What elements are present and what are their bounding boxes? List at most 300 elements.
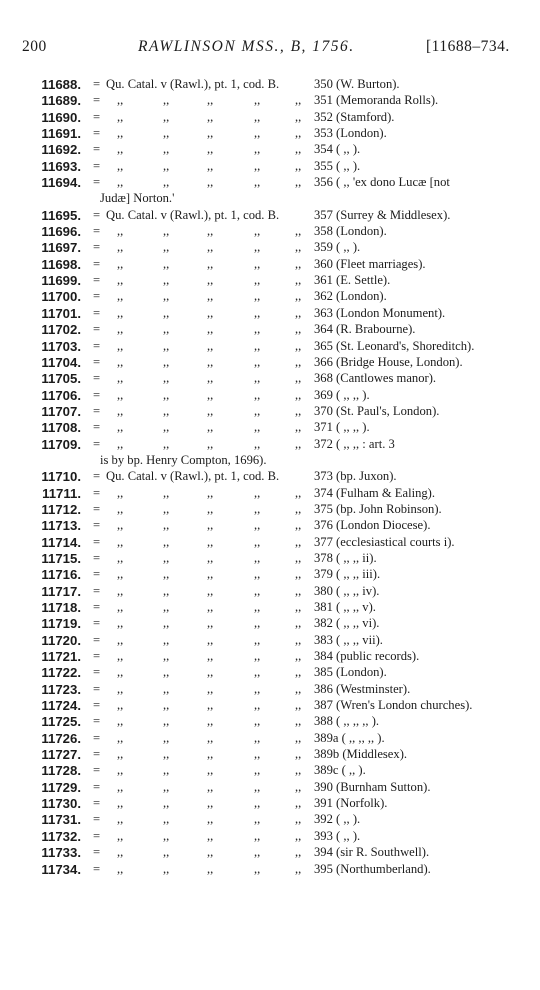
entry-number: 11721.	[41, 649, 81, 665]
entry-number: 11711.	[42, 485, 81, 501]
entry-description: 375 (bp. John Robinson).	[314, 501, 442, 516]
ditto-mark: ,,	[117, 256, 124, 271]
entry-description: 353 (London).	[314, 126, 387, 141]
entry-description: 379 ( ,, ,, iii).	[314, 567, 381, 582]
ditto-mark: ,,	[163, 142, 170, 157]
ditto-marks	[106, 110, 306, 126]
entry-number: 11717.	[41, 583, 81, 599]
ditto-marks	[106, 551, 306, 567]
equals-sign: =	[93, 158, 101, 173]
entry-description: 363 (London Monument).	[314, 305, 446, 320]
ditto-mark: ,,	[254, 681, 261, 696]
entry-number: 11705.	[41, 371, 81, 387]
ditto-mark: ,,	[117, 632, 124, 647]
equals-sign: =	[93, 714, 101, 729]
ditto-marks	[106, 633, 306, 649]
entry-description: 361 (E. Settle).	[314, 273, 391, 288]
ditto-mark: ,,	[254, 354, 261, 369]
ditto-mark: ,,	[207, 779, 214, 794]
entry-row	[0, 420, 540, 436]
ditto-mark: ,,	[117, 371, 124, 386]
ditto-mark: ,,	[295, 109, 302, 124]
entry-row	[0, 714, 540, 730]
ditto-mark: ,,	[295, 485, 302, 500]
catalogue-reference: Qu. Catal. v (Rawl.), pt. 1, cod. B.	[106, 207, 280, 222]
ditto-mark: ,,	[163, 600, 170, 614]
ditto-mark: ,,	[207, 763, 214, 778]
ditto-mark: ,,	[295, 273, 302, 288]
ditto-mark: ,,	[117, 681, 124, 696]
ditto-mark: ,,	[163, 338, 170, 353]
ditto-marks	[106, 322, 306, 338]
ditto-mark: ,,	[254, 600, 261, 614]
ditto-mark: ,,	[163, 273, 170, 288]
ditto-marks	[106, 518, 306, 534]
equals-sign: =	[93, 485, 101, 500]
ditto-mark: ,,	[295, 387, 302, 402]
ditto-mark: ,,	[207, 126, 214, 141]
entry-description: 387 (Wren's London churches).	[314, 698, 473, 713]
page-number: 200	[22, 38, 47, 55]
running-header	[0, 38, 540, 62]
ditto-mark: ,,	[163, 289, 170, 304]
equals-sign: =	[93, 322, 101, 337]
ditto-mark: ,,	[117, 534, 124, 549]
equals-sign: =	[93, 371, 101, 386]
entry-number: 11701.	[41, 305, 81, 321]
equals-sign: =	[93, 583, 101, 598]
ditto-marks	[106, 306, 306, 322]
entry-row	[0, 93, 540, 109]
ditto-marks	[106, 159, 306, 175]
ditto-mark: ,,	[254, 93, 261, 108]
ditto-mark: ,,	[254, 796, 261, 811]
entry-number: 11688.	[41, 77, 81, 92]
catalogue-reference: Qu. Catal. v (Rawl.), pt. 1, cod. B.	[106, 77, 280, 91]
ditto-mark: ,,	[117, 93, 124, 108]
ditto-mark: ,,	[254, 109, 261, 124]
ditto-mark: ,,	[117, 714, 124, 729]
equals-sign: =	[93, 142, 101, 157]
entry-number: 11714.	[41, 534, 81, 550]
entry-description: 358 (London).	[314, 224, 387, 239]
ditto-mark: ,,	[207, 338, 214, 353]
ditto-mark: ,,	[207, 109, 214, 124]
ditto-mark: ,,	[254, 305, 261, 320]
ditto-mark: ,,	[254, 747, 261, 762]
entry-number: 11729.	[41, 779, 81, 795]
ditto-marks	[106, 224, 306, 240]
ditto-marks	[106, 665, 306, 681]
ditto-marks	[106, 355, 306, 371]
ditto-mark: ,,	[117, 354, 124, 369]
entry-number: 11691.	[41, 126, 81, 142]
entry-number: 11734.	[41, 861, 81, 877]
ditto-mark: ,,	[207, 501, 214, 516]
entry-description: 351 (Memoranda Rolls).	[314, 93, 439, 108]
ditto-mark: ,,	[254, 616, 261, 631]
ditto-mark: ,,	[254, 779, 261, 794]
ditto-marks	[106, 682, 306, 698]
equals-sign: =	[93, 812, 101, 827]
entry-description: 395 (Northumberland).	[314, 861, 431, 876]
ditto-mark: ,,	[117, 126, 124, 141]
entry-row	[0, 698, 540, 714]
ditto-mark: ,,	[295, 665, 302, 680]
entry-number: 11713.	[41, 518, 81, 534]
ditto-mark: ,,	[254, 224, 261, 239]
equals-sign: =	[93, 763, 101, 778]
entry-number: 11690.	[41, 109, 81, 125]
ditto-mark: ,,	[207, 256, 214, 271]
ditto-mark: ,,	[295, 779, 302, 794]
entry-description: 381 ( ,, ,, v).	[314, 600, 376, 614]
ditto-mark: ,,	[254, 665, 261, 680]
entry-number: 11723.	[41, 681, 81, 697]
equals-sign: =	[93, 387, 101, 402]
ditto-mark: ,,	[163, 485, 170, 500]
ditto-mark: ,,	[163, 534, 170, 549]
ditto-mark: ,,	[163, 240, 170, 255]
entry-description: 391 (Norfolk).	[314, 796, 388, 811]
equals-sign: =	[93, 681, 101, 696]
entry-number: 11707.	[41, 403, 81, 419]
entry-row	[0, 371, 540, 387]
ditto-mark: ,,	[295, 93, 302, 108]
ditto-marks	[106, 698, 306, 714]
ditto-mark: ,,	[207, 649, 214, 664]
entry-number: 11733.	[41, 845, 81, 861]
ditto-marks	[106, 388, 306, 404]
ditto-mark: ,,	[295, 501, 302, 516]
ditto-marks	[106, 584, 306, 600]
ditto-mark: ,,	[254, 126, 261, 141]
equals-sign: =	[93, 550, 101, 565]
entry-row	[0, 110, 540, 126]
ditto-mark: ,,	[207, 747, 214, 762]
ditto-mark: ,,	[295, 371, 302, 386]
ditto-mark: ,,	[207, 142, 214, 157]
ditto-mark: ,,	[295, 289, 302, 304]
equals-sign: =	[93, 240, 101, 255]
ditto-mark: ,,	[117, 338, 124, 353]
ditto-mark: ,,	[117, 698, 124, 713]
ditto-mark: ,,	[163, 420, 170, 435]
ditto-mark: ,,	[295, 534, 302, 549]
ditto-mark: ,,	[207, 485, 214, 500]
ditto-mark: ,,	[295, 583, 302, 598]
entry-description: 386 (Westminster).	[314, 681, 411, 696]
ditto-mark: ,,	[117, 175, 124, 190]
ditto-marks	[106, 437, 306, 453]
entry-row	[0, 437, 540, 453]
ditto-mark: ,,	[295, 322, 302, 337]
equals-sign: =	[93, 616, 101, 631]
ditto-mark: ,,	[295, 420, 302, 435]
entry-description: 360 (Fleet marriages).	[314, 256, 426, 271]
entry-row	[0, 273, 540, 289]
ditto-mark: ,,	[295, 142, 302, 157]
entry-number: 11715.	[41, 550, 81, 566]
equals-sign: =	[93, 698, 101, 713]
ditto-mark: ,,	[117, 485, 124, 500]
ditto-mark: ,,	[295, 714, 302, 729]
ditto-mark: ,,	[117, 109, 124, 124]
ditto-mark: ,,	[254, 322, 261, 337]
ditto-mark: ,,	[207, 812, 214, 827]
equals-sign: =	[93, 469, 101, 484]
ditto-marks	[106, 731, 306, 747]
entry-row	[0, 289, 540, 305]
ditto-mark: ,,	[207, 93, 214, 108]
ditto-mark: ,,	[163, 779, 170, 794]
ditto-mark: ,,	[117, 501, 124, 516]
ditto-mark: ,,	[207, 436, 214, 451]
ditto-mark: ,,	[207, 158, 214, 173]
ditto-mark: ,,	[163, 616, 170, 631]
ditto-mark: ,,	[254, 273, 261, 288]
ditto-marks	[106, 567, 306, 583]
ditto-mark: ,,	[254, 518, 261, 533]
ditto-marks	[106, 812, 306, 828]
entry-number: 11726.	[41, 730, 81, 746]
ditto-mark: ,,	[295, 403, 302, 418]
ditto-marks	[106, 273, 306, 289]
ditto-mark: ,,	[163, 796, 170, 811]
entry-description: 373 (bp. Juxon).	[314, 469, 397, 484]
entry-number: 11704.	[41, 354, 81, 370]
entry-description: 350 (W. Burton).	[314, 77, 400, 91]
ditto-mark: ,,	[207, 796, 214, 811]
entry-continuation	[0, 191, 540, 207]
entry-description: 372 ( ,, ,, : art. 3	[314, 436, 395, 451]
ditto-mark: ,,	[295, 224, 302, 239]
ditto-mark: ,,	[254, 338, 261, 353]
equals-sign: =	[93, 289, 101, 304]
ditto-marks	[106, 763, 306, 779]
entry-number: 11730.	[41, 796, 81, 812]
ditto-mark: ,,	[117, 812, 124, 827]
entry-row	[0, 551, 540, 567]
ditto-mark: ,,	[254, 403, 261, 418]
ditto-mark: ,,	[207, 681, 214, 696]
entry-row	[0, 142, 540, 158]
ditto-marks	[106, 486, 306, 502]
entry-number: 11695.	[41, 207, 81, 223]
entry-number: 11731.	[41, 812, 81, 828]
ditto-mark: ,,	[163, 812, 170, 827]
entry-number: 11699.	[41, 273, 81, 289]
entry-row	[0, 600, 540, 616]
ditto-mark: ,,	[207, 534, 214, 549]
entry-description: 380 ( ,, ,, iv).	[314, 583, 380, 598]
equals-sign: =	[93, 518, 101, 533]
ditto-mark: ,,	[163, 403, 170, 418]
ditto-mark: ,,	[207, 387, 214, 402]
entry-number: 11703.	[41, 338, 81, 354]
ditto-mark: ,,	[207, 273, 214, 288]
ditto-mark: ,,	[117, 600, 124, 614]
ditto-mark: ,,	[254, 175, 261, 190]
ditto-mark: ,,	[163, 681, 170, 696]
equals-sign: =	[93, 845, 101, 860]
equals-sign: =	[93, 354, 101, 369]
ditto-mark: ,,	[295, 240, 302, 255]
ditto-mark: ,,	[295, 632, 302, 647]
ditto-mark: ,,	[207, 632, 214, 647]
ditto-mark: ,,	[254, 256, 261, 271]
ditto-mark: ,,	[163, 518, 170, 533]
ditto-mark: ,,	[207, 322, 214, 337]
entry-description: 390 (Burnham Sutton).	[314, 779, 431, 794]
ditto-mark: ,,	[254, 828, 261, 843]
ditto-mark: ,,	[295, 126, 302, 141]
equals-sign: =	[93, 126, 101, 141]
entry-description: 368 (Cantlowes manor).	[314, 371, 437, 386]
entry-row	[0, 796, 540, 812]
entry-number: 11709.	[41, 436, 81, 452]
entry-description: 355 ( ,, ).	[314, 158, 361, 173]
ditto-mark: ,,	[117, 322, 124, 337]
ditto-marks	[106, 714, 306, 730]
entry-description: 365 (St. Leonard's, Shoreditch).	[314, 338, 475, 353]
entry-row	[0, 208, 540, 224]
ditto-marks	[106, 600, 306, 616]
entry-description: 389c ( ,, ).	[314, 763, 366, 778]
entry-number: 11712.	[41, 501, 81, 517]
ditto-mark: ,,	[254, 812, 261, 827]
entry-row	[0, 747, 540, 763]
equals-sign: =	[93, 403, 101, 418]
ditto-mark: ,,	[207, 665, 214, 680]
ditto-marks	[106, 780, 306, 796]
entry-row	[0, 257, 540, 273]
ditto-mark: ,,	[295, 256, 302, 271]
ditto-mark: ,,	[117, 747, 124, 762]
entry-description: 392 ( ,, ).	[314, 812, 361, 827]
ditto-mark: ,,	[207, 845, 214, 860]
ditto-mark: ,,	[117, 665, 124, 680]
ditto-mark: ,,	[207, 861, 214, 876]
ditto-marks	[106, 845, 306, 861]
ditto-marks	[106, 142, 306, 158]
ditto-mark: ,,	[117, 387, 124, 402]
equals-sign: =	[93, 828, 101, 843]
ditto-mark: ,,	[117, 142, 124, 157]
ditto-mark: ,,	[207, 714, 214, 729]
equals-sign: =	[93, 77, 101, 91]
entry-description: 377 (ecclesiastical courts i).	[314, 534, 455, 549]
page-title: RAWLINSON MSS., B, 1756.	[138, 38, 355, 55]
ditto-mark: ,,	[163, 501, 170, 516]
entry-row	[0, 355, 540, 371]
ditto-mark: ,,	[207, 371, 214, 386]
ditto-mark: ,,	[207, 403, 214, 418]
entry-description: 370 (St. Paul's, London).	[314, 403, 440, 418]
entry-row	[0, 240, 540, 256]
ditto-mark: ,,	[295, 354, 302, 369]
ditto-marks	[106, 240, 306, 256]
entry-number: 11693.	[41, 158, 81, 174]
ditto-marks	[106, 747, 306, 763]
entry-number: 11708.	[41, 420, 81, 436]
ditto-mark: ,,	[254, 845, 261, 860]
ditto-mark: ,,	[254, 550, 261, 565]
ditto-mark: ,,	[254, 649, 261, 664]
entry-row	[0, 584, 540, 600]
ditto-mark: ,,	[117, 403, 124, 418]
ditto-marks	[106, 404, 306, 420]
ditto-mark: ,,	[117, 158, 124, 173]
ditto-mark: ,,	[207, 616, 214, 631]
ditto-mark: ,,	[295, 436, 302, 451]
ditto-marks	[106, 339, 306, 355]
equals-sign: =	[93, 175, 101, 190]
equals-sign: =	[93, 207, 101, 222]
entry-number: 11710.	[41, 469, 81, 485]
ditto-mark: ,,	[207, 600, 214, 614]
entry-list	[0, 77, 540, 878]
entry-row	[0, 682, 540, 698]
ditto-mark: ,,	[117, 845, 124, 860]
ditto-mark: ,,	[254, 567, 261, 582]
ditto-mark: ,,	[295, 567, 302, 582]
ditto-mark: ,,	[163, 747, 170, 762]
ditto-mark: ,,	[207, 420, 214, 435]
entry-number: 11725.	[41, 714, 81, 730]
equals-sign: =	[93, 109, 101, 124]
ditto-mark: ,,	[295, 681, 302, 696]
ditto-mark: ,,	[295, 828, 302, 843]
ditto-mark: ,,	[163, 583, 170, 598]
ditto-mark: ,,	[207, 240, 214, 255]
ditto-mark: ,,	[254, 420, 261, 435]
entry-row	[0, 616, 540, 632]
ditto-mark: ,,	[254, 387, 261, 402]
entry-row	[0, 518, 540, 534]
ditto-mark: ,,	[254, 371, 261, 386]
ditto-marks	[106, 371, 306, 387]
equals-sign: =	[93, 632, 101, 647]
equals-sign: =	[93, 796, 101, 811]
ditto-mark: ,,	[295, 305, 302, 320]
entry-description: 357 (Surrey & Middlesex).	[314, 207, 451, 222]
ditto-mark: ,,	[207, 518, 214, 533]
ditto-mark: ,,	[163, 828, 170, 843]
entry-description: 393 ( ,, ).	[314, 828, 361, 843]
ditto-mark: ,,	[254, 142, 261, 157]
ditto-mark: ,,	[207, 354, 214, 369]
entry-row	[0, 633, 540, 649]
ditto-mark: ,,	[295, 845, 302, 860]
ditto-mark: ,,	[254, 158, 261, 173]
ditto-mark: ,,	[207, 550, 214, 565]
ditto-mark: ,,	[163, 698, 170, 713]
ditto-mark: ,,	[163, 224, 170, 239]
ditto-mark: ,,	[117, 828, 124, 843]
entry-row	[0, 388, 540, 404]
ditto-mark: ,,	[295, 730, 302, 745]
ditto-marks	[106, 126, 306, 142]
entry-description: 383 ( ,, ,, vii).	[314, 632, 383, 647]
ditto-mark: ,,	[295, 698, 302, 713]
entry-number: 11697.	[41, 240, 81, 256]
ditto-marks	[106, 502, 306, 518]
ditto-marks	[106, 616, 306, 632]
equals-sign: =	[93, 861, 101, 876]
ditto-marks	[106, 649, 306, 665]
ditto-mark: ,,	[254, 583, 261, 598]
